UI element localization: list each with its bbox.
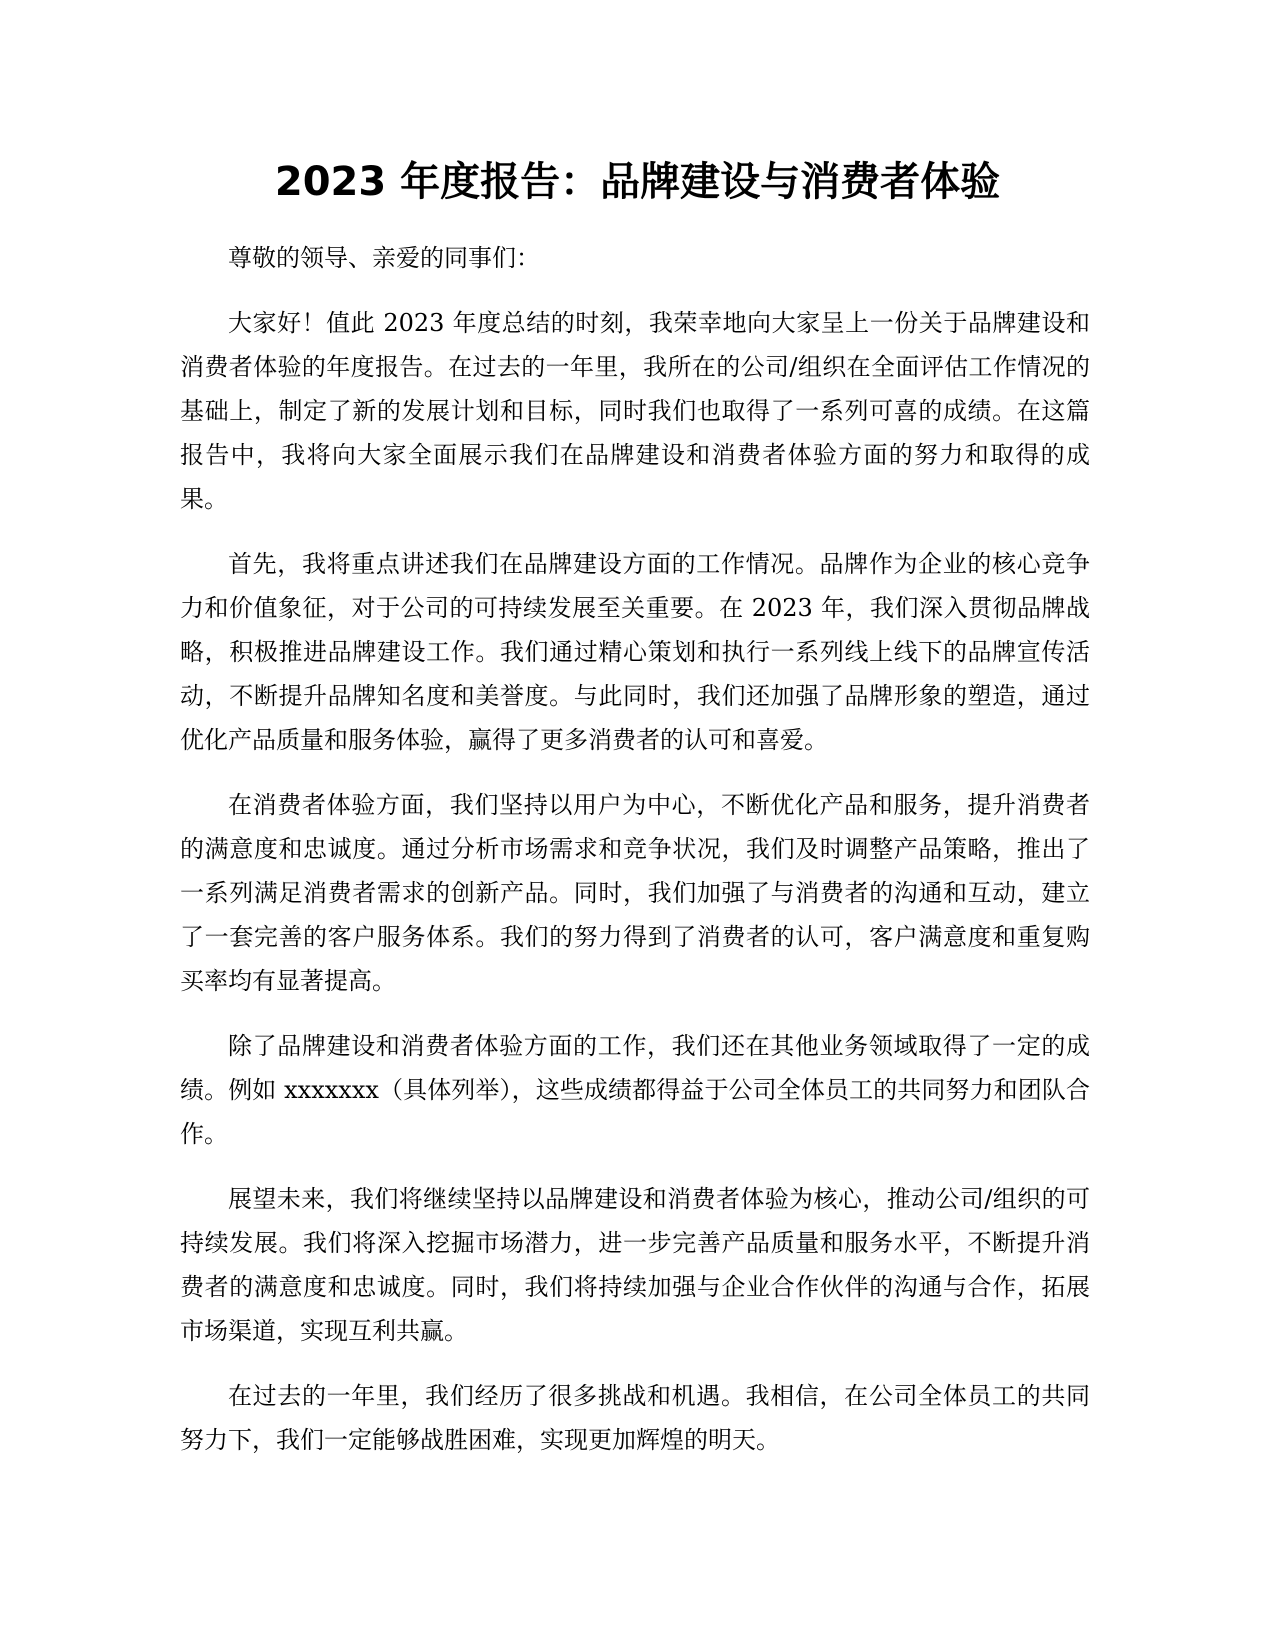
paragraph-outlook: 展望未来，我们将继续坚持以品牌建设和消费者体验为核心，推动公司/组织的可持续发展。我们将深入挖掘市场潜力，进一步完善产品质量和服务水平，不断提升消费者的满意度和忠诚度。同时，我们将持续加强与企业合作伙伴的沟通与合作，拓展市场渠道，实现互利共赢。: [180, 1185, 1090, 1345]
paragraph-consumer-experience: 在消费者体验方面，我们坚持以用户为中心，不断优化产品和服务，提升消费者的满意度和忠诚度。通过分析市场需求和竞争状况，我们及时调整产品策略，推出了一系列满足消费者需求的创新产品。同时，我们加强了与消费者的沟通和互动，建立了一套完善的客户服务体系。我们的努力得到了消费者的认可，客户满意度和重复购买率均有显著提高。: [180, 791, 1090, 995]
paragraph-salutation: 尊敬的领导、亲爱的同事们：: [228, 244, 540, 272]
paragraph-brand-building: 首先，我将重点讲述我们在品牌建设方面的工作情况。品牌作为企业的核心竞争力和价值象征，对于公司的可持续发展至关重要。在 2023 年，我们深入贯彻品牌战略，积极推进品牌建设工作。我们通过精心策划和执行一系列线上线下的品牌宣传活动，不断提升品牌知名度和美誉度。与此同时，我们还加强了品牌形象的塑造，通过优化产品质量和服务体验，赢得了更多消费者的认可和喜爱。: [180, 550, 1090, 754]
document-body: [180, 236, 1090, 1483]
paragraph-other-achievements: 除了品牌建设和消费者体验方面的工作，我们还在其他业务领域取得了一定的成绩。例如 xxxxxxx（具体列举），这些成绩都得益于公司全体员工的共同努力和团队合作。: [180, 1032, 1090, 1148]
paragraph-closing: 在过去的一年里，我们经历了很多挑战和机遇。我相信，在公司全体员工的共同努力下，我们一定能够战胜困难，实现更加辉煌的明天。: [180, 1382, 1090, 1454]
paragraph-greeting: 大家好！值此 2023 年度总结的时刻，我荣幸地向大家呈上一份关于品牌建设和消费者体验的年度报告。在过去的一年里，我所在的公司/组织在全面评估工作情况的基础上，制定了新的发展计划和目标，同时我们也取得了一系列可喜的成绩。在这篇报告中，我将向大家全面展示我们在品牌建设和消费者体验方面的努力和取得的成果。: [180, 309, 1090, 513]
document-title: 2023 年度报告：品牌建设与消费者体验: [274, 159, 1001, 205]
